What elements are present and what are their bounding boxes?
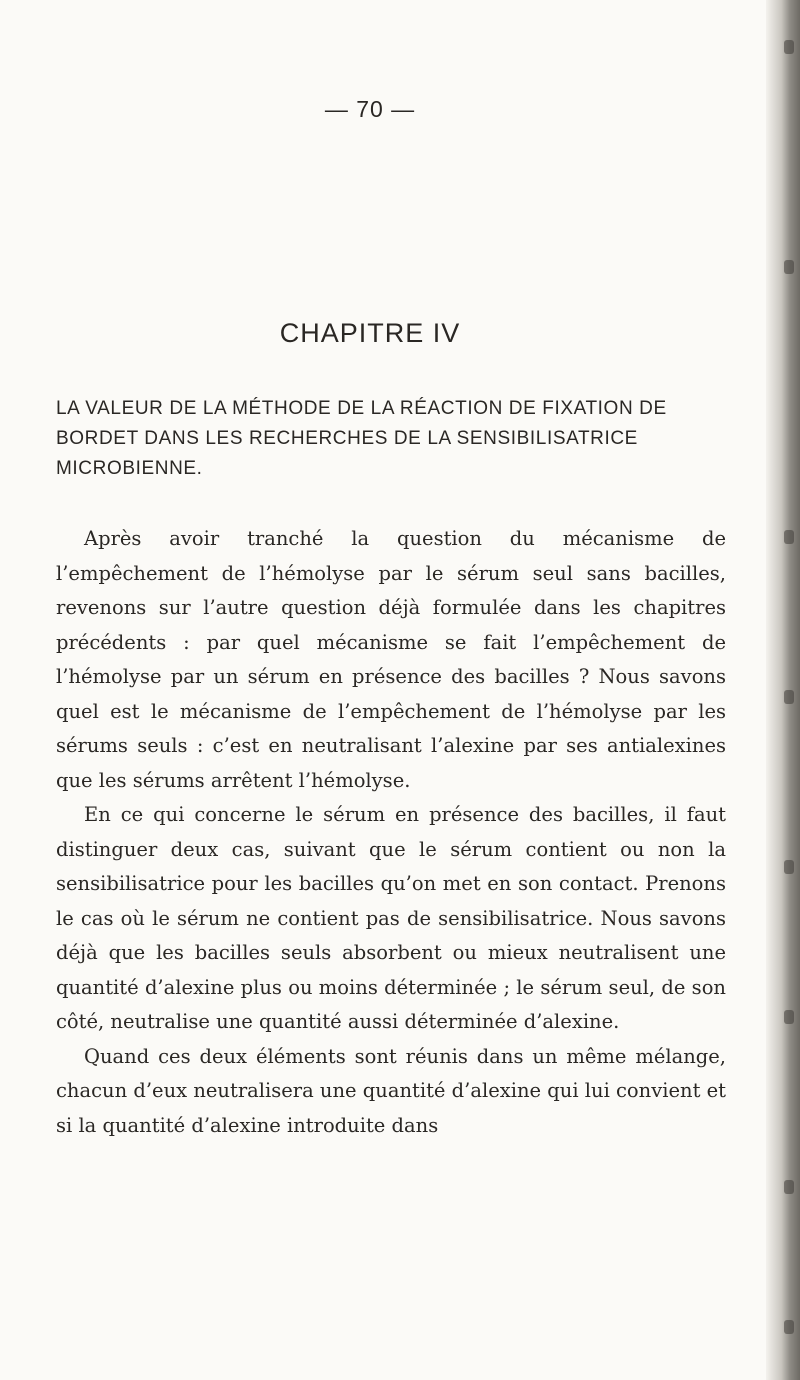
paragraph: Après avoir tranché la question du mécanisme de l’empêchement de l’hémolyse par le sérum seul sans bacilles, revenons sur l’autre question déjà formulée dans les chapitres précédents : par quel mécanisme se fait l’empêchement de l’hémolyse par un sérum en présence des bacilles ? Nous savons quel est le mécanisme de l’empêchement de l’hémolyse par les sérums seuls : c’est en neutralisant l’alexine par ses antialexines que les sérums arrêtent l’hémolyse.	[56, 527, 726, 792]
edge-mark	[784, 690, 794, 704]
edge-mark	[784, 1010, 794, 1024]
edge-mark	[784, 860, 794, 874]
chapter-title: CHAPITRE IV	[279, 318, 461, 348]
page-number: — 70 —	[324, 96, 416, 122]
body-text	[56, 522, 726, 1143]
edge-mark	[784, 1320, 794, 1334]
page-edge-shadow	[766, 0, 800, 1380]
chapter-subtitle: LA VALEUR DE LA MÉTHODE DE LA RÉACTION DE FIXATION DE BORDET DANS LES RECHERCHES DE LA SENSIBILISATRICE MICROBIENNE.	[56, 398, 667, 479]
edge-mark	[784, 1180, 794, 1194]
edge-mark	[784, 40, 794, 54]
edge-mark	[784, 530, 794, 544]
paragraph: En ce qui concerne le sérum en présence des bacilles, il faut distinguer deux cas, suivant que le sérum contient ou non la sensibilisatrice pour les bacilles qu’on met en son contact. Prenons le cas où le sérum ne contient pas de sensibilisatrice. Nous savons déjà que les bacilles seuls absorbent ou mieux neutralisent une quantité d’alexine plus ou moins déterminée ; le sérum seul, de son côté, neutralise une quantité aussi déterminée d’alexine.	[56, 803, 726, 1033]
edge-mark	[784, 260, 794, 274]
paragraph: Quand ces deux éléments sont réunis dans un même mélange, chacun d’eux neutralisera une quantité d’alexine qui lui convient et si la quantité d’alexine introduite dans	[56, 1044, 726, 1137]
